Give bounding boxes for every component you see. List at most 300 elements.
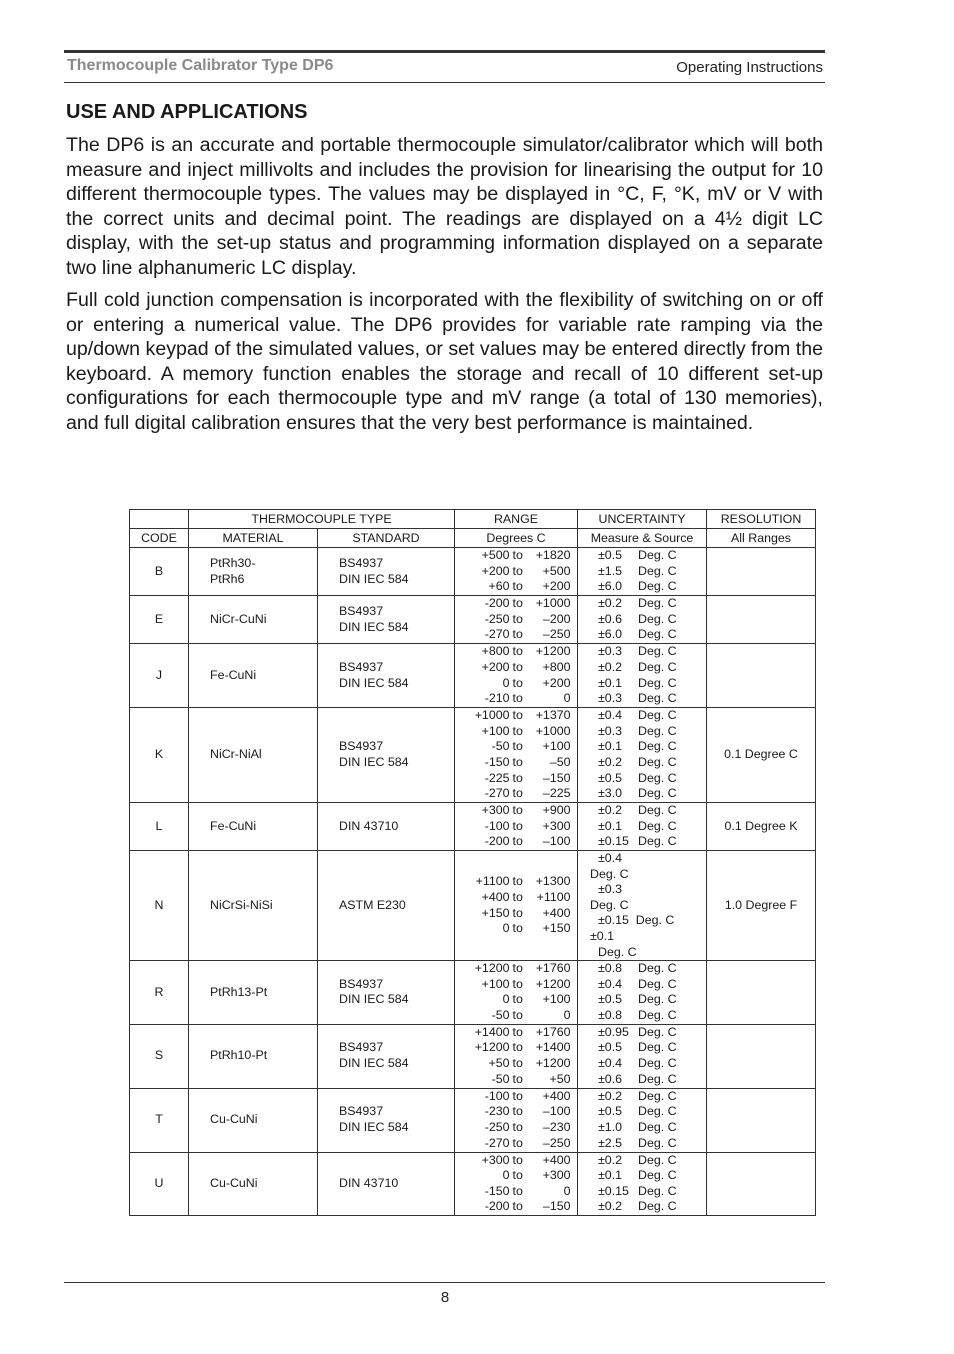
range-to: to	[512, 627, 523, 642]
uncertainty-line	[578, 644, 706, 660]
range-line	[455, 1025, 577, 1041]
range-to: to	[512, 579, 523, 594]
header-range-unit: Degrees C	[455, 529, 578, 548]
uncertainty-value: ±0.3	[598, 691, 623, 706]
range-line	[455, 691, 577, 707]
range-to: to	[512, 921, 523, 936]
uncertainty-value: ±0.95	[598, 1024, 629, 1039]
uncertainty-line	[578, 803, 706, 819]
range-cell	[455, 1024, 578, 1088]
range-cell	[455, 803, 578, 851]
uncertainty-value: ±0.5	[598, 770, 623, 785]
paragraph-1: The DP6 is an accurate and portable thermocouple simulator/calibrator which will both measure and inject millivolts and includes the provision for linearising the output for 10 different thermocouple types. The values may be displayed in °C, F, °K, mV or V with the correct units and decimal point. The readings are displayed on a 4½ digit LC display, with the set-up status and programming information displayed on a separate two line alphanumeric LC display.	[66, 134, 823, 279]
material-cell	[189, 961, 318, 1024]
range-to: to	[512, 1071, 523, 1086]
range-line	[455, 874, 577, 890]
resolution-value: 0.1 Degree C	[724, 747, 798, 762]
uncertainty-line	[578, 691, 706, 707]
uncertainty-unit: Deg. C	[638, 961, 677, 976]
range-to: to	[512, 548, 523, 563]
range-to: to	[512, 1183, 523, 1198]
uncertainty-unit: Deg. C	[638, 708, 677, 723]
uncertainty-line	[578, 771, 706, 787]
uncertainty-value: ±6.0	[598, 579, 623, 594]
code-cell	[130, 1088, 189, 1152]
header-rule-top	[64, 50, 825, 53]
range-line	[455, 1153, 577, 1169]
range-line	[455, 906, 577, 922]
range-from: -200	[484, 1199, 510, 1214]
uncertainty-unit: Deg. C	[638, 1168, 677, 1183]
range-line	[455, 977, 577, 993]
uncertainty-cell	[578, 961, 707, 1024]
uncertainty-value: ±0.2	[598, 1199, 623, 1214]
uncertainty-value: ±0.3	[598, 644, 623, 659]
uncertainty-unit: Deg. C	[638, 1199, 677, 1214]
range-line	[455, 1072, 577, 1088]
resolution-cell	[707, 1152, 816, 1215]
uncertainty-line	[578, 1025, 706, 1041]
range-end: –250	[542, 627, 571, 642]
range-to: to	[512, 1120, 523, 1135]
code-value: K	[154, 747, 164, 762]
table-row	[130, 596, 816, 644]
uncertainty-line	[578, 961, 706, 977]
range-end: –100	[542, 1104, 571, 1119]
range-to: to	[512, 1104, 523, 1119]
uncertainty-unit: Deg. C	[638, 834, 677, 849]
range-end: –50	[549, 755, 571, 769]
code-value: R	[154, 984, 164, 999]
uncertainty-unit: Deg. C	[638, 1056, 677, 1071]
range-line	[455, 1184, 577, 1200]
resolution-cell	[707, 596, 816, 644]
range-from: +300	[481, 803, 510, 818]
uncertainty-value: ±0.1	[598, 1168, 623, 1183]
range-to: to	[512, 1007, 523, 1022]
uncertainty-value: ±0.2	[598, 1152, 623, 1167]
uncertainty-value: ±6.0	[598, 627, 623, 642]
uncertainty-unit: Deg. C	[638, 1088, 677, 1103]
range-to: to	[512, 992, 523, 1007]
uncertainty-line	[578, 596, 706, 612]
uncertainty-unit: Deg. C	[638, 627, 677, 642]
resolution-value: 1.0 Degree F	[724, 897, 798, 912]
uncertainty-line	[578, 1072, 706, 1088]
uncertainty-line	[578, 1153, 706, 1169]
range-from: +1200	[474, 961, 510, 976]
standard-cell	[318, 1152, 455, 1215]
range-end: +1760	[535, 1024, 571, 1039]
code-cell	[130, 1152, 189, 1215]
range-end: +100	[542, 992, 571, 1007]
standard-line: DIN IEC 584	[339, 992, 409, 1007]
material-line: NiCr-CuNi	[210, 611, 267, 626]
table-row	[130, 961, 816, 1024]
range-from: +1200	[474, 1040, 510, 1055]
range-to: to	[512, 1024, 523, 1039]
uncertainty-line	[578, 708, 706, 724]
material-line: NiCr-NiAl	[210, 747, 262, 762]
uncertainty-line	[578, 1104, 706, 1120]
uncertainty-cell	[578, 1024, 707, 1088]
resolution-cell	[707, 644, 816, 708]
uncertainty-value: ±0.1	[598, 675, 623, 690]
thermocouple-spec-table	[129, 509, 816, 1216]
range-line	[455, 819, 577, 835]
uncertainty-line	[578, 1136, 706, 1152]
range-to: to	[512, 786, 523, 801]
range-to: to	[512, 770, 523, 785]
uncertainty-value: ±0.8	[598, 1007, 623, 1022]
uncertainty-line	[578, 1056, 706, 1072]
uncertainty-value: ±0.5	[598, 1040, 623, 1055]
header-uncertainty-note: Measure & Source	[578, 529, 707, 548]
range-end: +300	[542, 1168, 571, 1183]
range-from: -200	[484, 834, 510, 849]
code-cell	[130, 596, 189, 644]
material-line: NiCrSi-NiSi	[210, 897, 273, 912]
range-to: to	[512, 1056, 523, 1071]
code-cell	[130, 548, 189, 596]
code-value: U	[154, 1175, 164, 1190]
uncertainty-unit: Deg. C	[638, 1024, 677, 1039]
range-end: +1200	[535, 976, 571, 991]
code-value: E	[154, 611, 164, 626]
uncertainty-unit: Deg. C	[638, 596, 677, 611]
range-from: +150	[481, 905, 510, 920]
range-from: -100	[484, 818, 510, 833]
range-from: +50	[488, 1056, 510, 1071]
uncertainty-unit: Deg. C	[638, 739, 677, 754]
header-material: MATERIAL	[189, 529, 318, 548]
uncertainty-line	[578, 786, 706, 802]
range-end: +50	[549, 1071, 571, 1086]
range-line	[455, 644, 577, 660]
range-line	[455, 1056, 577, 1072]
standard-cell	[318, 1024, 455, 1088]
range-line	[455, 564, 577, 580]
range-from: -250	[484, 611, 510, 626]
uncertainty-line	[578, 1184, 706, 1200]
document-subtitle: Operating Instructions	[676, 59, 823, 76]
range-line	[455, 579, 577, 595]
uncertainty-value: ±0.2	[598, 755, 623, 769]
uncertainty-value: ±0.8	[598, 961, 623, 976]
uncertainty-line	[578, 660, 706, 676]
uncertainty-line	[578, 1168, 706, 1184]
header-uncertainty: UNCERTAINTY	[578, 510, 707, 529]
uncertainty-unit: Deg. C	[638, 675, 677, 690]
uncertainty-line	[578, 564, 706, 580]
range-to: to	[512, 961, 523, 976]
uncertainty-value: ±0.15	[598, 834, 629, 849]
range-to: to	[512, 755, 523, 769]
range-line	[455, 834, 577, 850]
standard-cell	[318, 644, 455, 708]
range-from: -230	[484, 1104, 510, 1119]
material-line: PtRh6	[210, 571, 245, 586]
range-line	[455, 1040, 577, 1056]
range-cell	[455, 548, 578, 596]
range-from: +60	[488, 579, 510, 594]
range-to: to	[512, 691, 523, 706]
header-resolution-note: All Ranges	[707, 529, 816, 548]
uncertainty-cell	[578, 1088, 707, 1152]
uncertainty-unit: Deg. C	[638, 1104, 677, 1119]
uncertainty-value: ±1.0	[598, 1120, 623, 1135]
uncertainty-line	[578, 977, 706, 993]
range-end: –250	[542, 1135, 571, 1150]
range-to: to	[512, 563, 523, 578]
range-end: +400	[542, 1088, 571, 1103]
range-end: +200	[542, 579, 571, 594]
range-line	[455, 627, 577, 643]
range-line	[455, 660, 577, 676]
uncertainty-line	[578, 1120, 706, 1136]
standard-cell	[318, 548, 455, 596]
range-line	[455, 548, 577, 564]
material-cell	[189, 851, 318, 961]
table-row	[130, 803, 816, 851]
uncertainty-unit: Deg. C	[638, 755, 677, 769]
material-cell	[189, 708, 318, 803]
standard-line: DIN IEC 584	[339, 755, 409, 769]
range-end: +300	[542, 818, 571, 833]
range-cell	[455, 644, 578, 708]
uncertainty-unit: Deg. C	[638, 1007, 677, 1022]
range-from: 0	[502, 675, 510, 690]
uncertainty-value: ±0.3	[598, 723, 623, 738]
material-line: Cu-CuNi	[210, 1112, 258, 1127]
resolution-value: 0.1 Degree K	[724, 818, 798, 833]
range-end: +1200	[535, 1056, 571, 1071]
uncertainty-cell	[578, 1152, 707, 1215]
range-end: +400	[542, 905, 571, 920]
range-cell	[455, 851, 578, 961]
standard-line: BS4937	[339, 555, 384, 570]
code-value: B	[154, 563, 164, 578]
uncertainty-value: ±0.5	[598, 992, 623, 1007]
range-end: +500	[542, 563, 571, 578]
table-header-row-sub	[130, 529, 816, 548]
range-from: +500	[481, 548, 510, 563]
range-line	[455, 992, 577, 1008]
standard-line: BS4937	[339, 659, 384, 674]
header-standard: STANDARD	[318, 529, 455, 548]
range-to: to	[512, 1040, 523, 1055]
standard-cell	[318, 961, 455, 1024]
standard-line: BS4937	[339, 739, 384, 754]
range-from: -150	[484, 755, 510, 769]
uncertainty-line	[578, 548, 706, 564]
range-end: –150	[542, 1199, 571, 1214]
document-title: Thermocouple Calibrator Type DP6	[67, 57, 334, 74]
standard-cell	[318, 1088, 455, 1152]
range-end: +1000	[535, 723, 571, 738]
range-line	[455, 1199, 577, 1215]
uncertainty-line	[578, 819, 706, 835]
range-to: to	[512, 905, 523, 920]
uncertainty-unit: Deg. C	[638, 976, 677, 991]
material-line: PtRh10-Pt	[210, 1048, 268, 1063]
footer-rule	[64, 1282, 825, 1283]
material-line: PtRh13-Pt	[210, 984, 268, 999]
uncertainty-unit: Deg. C	[638, 1152, 677, 1167]
range-from: 0	[502, 1168, 510, 1183]
range-from: -50	[491, 1071, 510, 1086]
resolution-cell	[707, 961, 816, 1024]
uncertainty-value: ±0.1	[598, 818, 623, 833]
uncertainty-unit: Deg. C	[638, 691, 677, 706]
standard-cell	[318, 708, 455, 803]
range-from: -270	[484, 786, 510, 801]
uncertainty-line: Deg. C	[598, 944, 637, 959]
standard-line: DIN 43710	[339, 1175, 399, 1190]
range-to: to	[512, 659, 523, 674]
uncertainty-line	[578, 627, 706, 643]
range-line	[455, 708, 577, 724]
range-line	[455, 803, 577, 819]
range-line	[455, 961, 577, 977]
header-range: RANGE	[455, 510, 578, 529]
uncertainty-value: ±0.4	[598, 708, 623, 723]
uncertainty-line	[578, 992, 706, 1008]
uncertainty-line: Deg. C	[590, 897, 629, 912]
material-cell	[189, 644, 318, 708]
standard-cell	[318, 803, 455, 851]
range-from: +300	[481, 1152, 510, 1167]
range-end: +1200	[535, 644, 571, 659]
range-to: to	[512, 803, 523, 818]
range-to: to	[512, 708, 523, 723]
code-cell	[130, 803, 189, 851]
table-row	[130, 1088, 816, 1152]
range-line	[455, 596, 577, 612]
range-from: -270	[484, 1135, 510, 1150]
uncertainty-value: ±0.5	[598, 548, 623, 563]
range-line	[455, 724, 577, 740]
range-to: to	[512, 874, 523, 889]
material-line: Cu-CuNi	[210, 1175, 258, 1190]
uncertainty-unit: Deg. C	[638, 818, 677, 833]
uncertainty-cell	[578, 644, 707, 708]
range-line	[455, 786, 577, 802]
uncertainty-line: Deg. C	[590, 866, 629, 881]
range-cell	[455, 1088, 578, 1152]
range-end: +100	[542, 739, 571, 754]
range-line	[455, 755, 577, 771]
uncertainty-unit: Deg. C	[638, 644, 677, 659]
uncertainty-value: ±0.2	[598, 659, 623, 674]
table-row	[130, 1152, 816, 1215]
resolution-cell	[707, 708, 816, 803]
code-cell	[130, 851, 189, 961]
range-end: 0	[563, 691, 571, 706]
uncertainty-cell	[578, 803, 707, 851]
header-blank-cell	[130, 510, 189, 529]
range-end: +1100	[536, 889, 571, 904]
section-heading: USE AND APPLICATIONS	[66, 101, 308, 123]
uncertainty-line	[578, 755, 706, 771]
range-from: +200	[481, 563, 510, 578]
uncertainty-cell	[578, 708, 707, 803]
range-line	[455, 1104, 577, 1120]
range-end: +1300	[535, 874, 571, 889]
uncertainty-cell	[578, 548, 707, 596]
table-header-row-top	[130, 510, 816, 529]
standard-line: DIN IEC 584	[339, 571, 409, 586]
code-cell	[130, 644, 189, 708]
range-from: -270	[484, 627, 510, 642]
uncertainty-line	[578, 676, 706, 692]
uncertainty-unit: Deg. C	[638, 548, 677, 563]
standard-line: BS4937	[339, 603, 384, 618]
standard-line: DIN IEC 584	[339, 675, 409, 690]
range-end: 0	[563, 1183, 571, 1198]
uncertainty-cell	[578, 851, 707, 961]
range-to: to	[512, 1168, 523, 1183]
uncertainty-value: ±1.5	[598, 563, 623, 578]
table-row	[130, 644, 816, 708]
uncertainty-unit: Deg. C	[638, 786, 677, 801]
range-end: +1820	[535, 548, 571, 563]
range-from: +1000	[474, 708, 510, 723]
range-end: –200	[542, 611, 571, 626]
range-to: to	[512, 889, 523, 904]
range-from: +1400	[474, 1024, 510, 1039]
standard-line: DIN IEC 584	[339, 619, 409, 634]
range-from: +400	[481, 889, 510, 904]
range-end: –100	[542, 834, 571, 849]
uncertainty-line	[578, 834, 706, 850]
standard-cell	[318, 596, 455, 644]
uncertainty-line: ±0.15 Deg. C	[598, 913, 675, 928]
table-row	[130, 548, 816, 596]
page-number: 8	[440, 1289, 450, 1306]
standard-line: DIN 43710	[339, 818, 399, 833]
range-to: to	[512, 644, 523, 659]
uncertainty-line	[578, 1040, 706, 1056]
standard-line: DIN IEC 584	[339, 1120, 409, 1135]
range-from: -225	[484, 770, 510, 785]
range-line	[455, 612, 577, 628]
range-line	[455, 1008, 577, 1024]
material-cell	[189, 1152, 318, 1215]
range-line	[455, 890, 577, 906]
range-to: to	[512, 1152, 523, 1167]
uncertainty-line	[578, 739, 706, 755]
range-end: –230	[542, 1120, 571, 1135]
header-code: CODE	[130, 529, 189, 548]
header-resolution: RESOLUTION	[707, 510, 816, 529]
uncertainty-unit: Deg. C	[638, 992, 677, 1007]
uncertainty-unit: Deg. C	[638, 659, 677, 674]
code-value: L	[155, 818, 163, 833]
range-line	[455, 1089, 577, 1105]
uncertainty-line	[578, 579, 706, 595]
uncertainty-unit: Deg. C	[638, 1135, 677, 1150]
uncertainty-value: ±0.5	[598, 1104, 623, 1119]
uncertainty-line	[578, 1199, 706, 1215]
uncertainty-value: ±3.0	[598, 786, 623, 801]
uncertainty-unit: Deg. C	[638, 563, 677, 578]
range-cell	[455, 596, 578, 644]
uncertainty-unit: Deg. C	[638, 770, 677, 785]
standard-line: BS4937	[339, 976, 384, 991]
standard-line: DIN IEC 584	[339, 1056, 409, 1071]
range-end: –150	[542, 770, 571, 785]
